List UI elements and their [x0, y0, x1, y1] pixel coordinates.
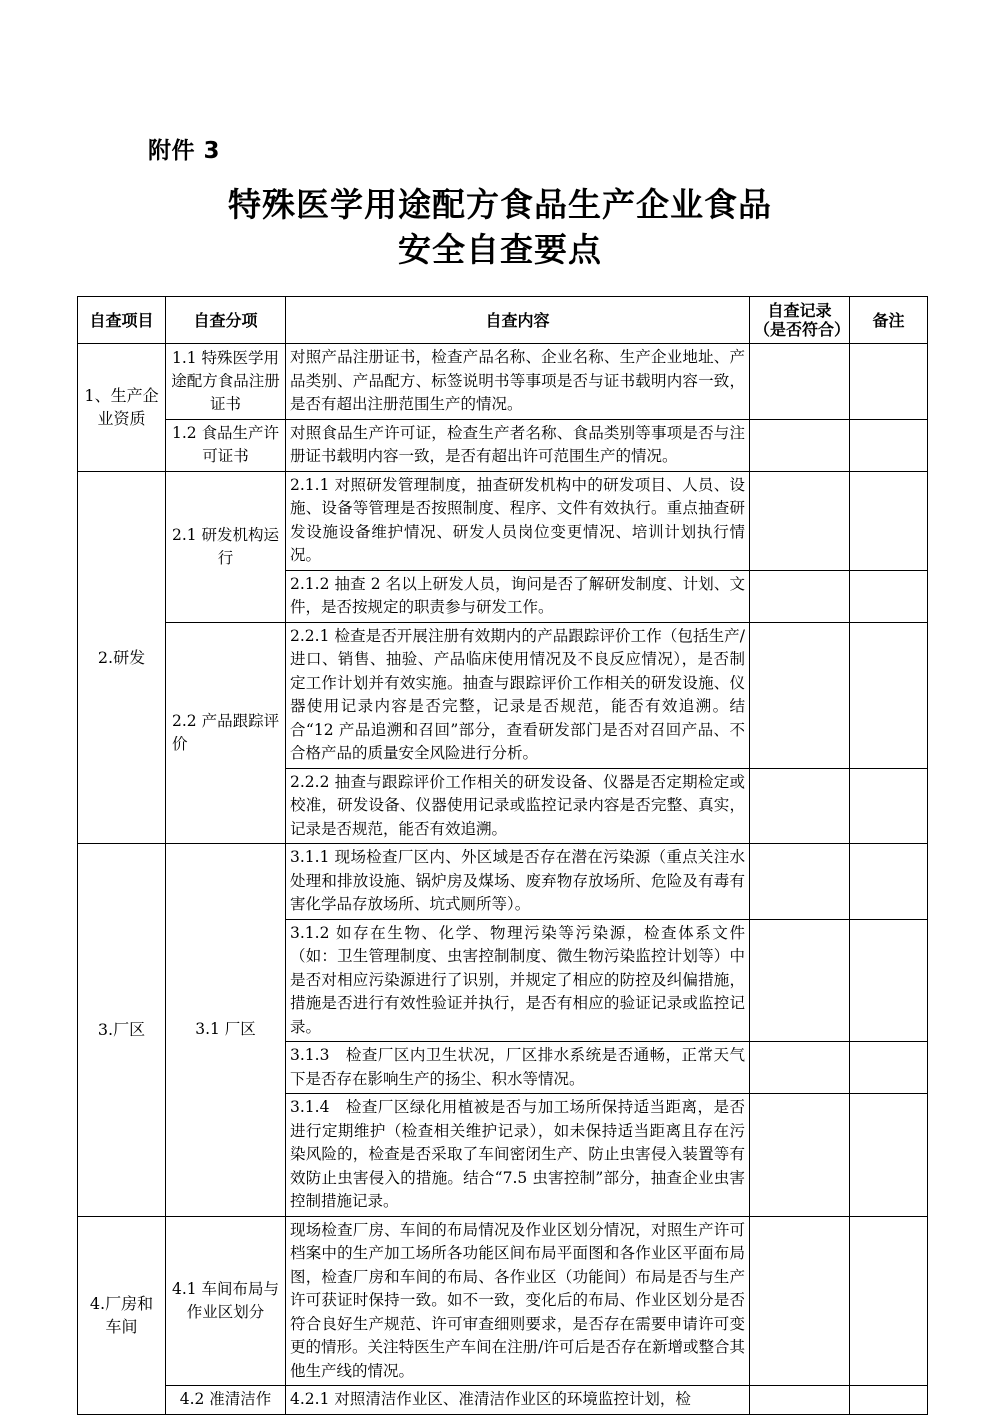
- cell-remark[interactable]: [850, 419, 928, 471]
- cell-category: 4.厂房和车间: [78, 1216, 166, 1414]
- cell-subitem: 2.2 产品跟踪评价: [166, 622, 286, 844]
- table-row: [78, 1216, 928, 1386]
- cell-remark[interactable]: [850, 768, 928, 844]
- cell-remark[interactable]: [850, 1386, 928, 1415]
- cell-content: 2.2.1 检查是否开展注册有效期内的产品跟踪评价工作（包括生产/进口、销售、抽验、产品临床使用情况及不良反应情况），是否制定工作计划并有效实施。抽查与跟踪评价工作相关的研发设施、仪器使用记录内容是否完整，记录是否规范，能否有效追溯。结合“12 产品追溯和召回”部分，查看研发部门是否对召回产品、不合格产品的质量安全风险进行分析。: [286, 622, 750, 768]
- cell-record[interactable]: [750, 344, 850, 420]
- table-body: [78, 344, 928, 1415]
- header-cell-content: 自查内容: [286, 297, 750, 344]
- cell-content: 对照食品生产许可证，检查生产者名称、食品类别等事项是否与注册证书载明内容一致，是否有超出许可范围生产的情况。: [286, 419, 750, 471]
- title-line-1: 特殊医学用途配方食品生产企业食品: [228, 185, 772, 224]
- cell-subitem: 3.1 厂区: [166, 844, 286, 1217]
- header-cell-category: 自查项目: [78, 297, 166, 344]
- cell-remark[interactable]: [850, 1094, 928, 1217]
- cell-content: 2.1.2 抽查 2 名以上研发人员，询问是否了解研发制度、计划、文件，是否按规定的职责参与研发工作。: [286, 570, 750, 622]
- self-inspection-table: [77, 296, 928, 1415]
- cell-subitem: 2.1 研发机构运行: [166, 471, 286, 622]
- header-cell-record: [750, 297, 850, 344]
- cell-category: 3.厂区: [78, 844, 166, 1217]
- attachment-label: 附件 3: [148, 138, 221, 164]
- cell-content: 3.1.4 检查厂区绿化用植被是否与加工场所保持适当距离，是否进行定期维护（检查相关维护记录），如未保持适当距离且存在污染风险的，检查是否采取了车间密闭生产、防止虫害侵入装置等有效防止虫害侵入的措施。结合“7.5 虫害控制”部分，抽查企业虫害控制措施记录。: [286, 1094, 750, 1217]
- table-row: [78, 622, 928, 768]
- cell-content: 3.1.1 现场检查厂区内、外区域是否存在潜在污染源（重点关注水处理和排放设施、锅炉房及煤场、废弃物存放场所、危险及有毒有害化学品存放场所、坑式厕所等）。: [286, 844, 750, 920]
- cell-remark[interactable]: [850, 622, 928, 768]
- cell-content: 对照产品注册证书，检查产品名称、企业名称、生产企业地址、产品类别、产品配方、标签说明书等事项是否与证书载明内容一致，是否有超出注册范围生产的情况。: [286, 344, 750, 420]
- header-cell-remark: 备注: [850, 297, 928, 344]
- cell-remark[interactable]: [850, 1042, 928, 1094]
- cell-subitem: 1.1 特殊医学用途配方食品注册证书: [166, 344, 286, 420]
- table-row: [78, 1386, 928, 1415]
- cell-subitem: 1.2 食品生产许可证书: [166, 419, 286, 471]
- self-inspection-table-wrapper: [77, 296, 927, 1415]
- cell-record[interactable]: [750, 622, 850, 768]
- cell-record[interactable]: [750, 768, 850, 844]
- header-record-line-1: 自查记录: [767, 301, 832, 320]
- cell-remark[interactable]: [850, 919, 928, 1042]
- cell-remark[interactable]: [850, 471, 928, 570]
- cell-content: 3.1.2 如存在生物、化学、物理污染等污染源，检查体系文件（如：卫生管理制度、虫害控制制度、微生物污染监控计划等）中是否对相应污染源进行了识别，并规定了相应的防控及纠偏措施，措施是否进行有效性验证并执行，是否有相应的验证记录或监控记录。: [286, 919, 750, 1042]
- cell-record[interactable]: [750, 1386, 850, 1415]
- cell-subitem: 4.1 车间布局与作业区划分: [166, 1216, 286, 1386]
- table-row: [78, 344, 928, 420]
- page-title: [120, 182, 880, 272]
- table-row: [78, 471, 928, 570]
- cell-record[interactable]: [750, 471, 850, 570]
- cell-record[interactable]: [750, 1042, 850, 1094]
- title-line-2: 安全自查要点: [398, 230, 602, 269]
- table-header-row: [78, 297, 928, 344]
- cell-record[interactable]: [750, 419, 850, 471]
- table-row: [78, 419, 928, 471]
- cell-record[interactable]: [750, 570, 850, 622]
- cell-content: 现场检查厂房、车间的布局情况及作业区划分情况，对照生产许可档案中的生产加工场所各功能区间布局平面图和各作业区平面布局图，检查厂房和车间的布局、各作业区（功能间）布局是否与生产许可获证时保持一致。如不一致，变化后的布局、作业区划分是否符合良好生产规范、许可审查细则要求，是否存在需要申请许可变更的情形。关注特医生产车间在注册/许可后是否存在新增或整合其他生产线的情况。: [286, 1216, 750, 1386]
- cell-remark[interactable]: [850, 344, 928, 420]
- header-record-line-2: （是否符合）: [754, 320, 851, 339]
- cell-category: 2.研发: [78, 471, 166, 844]
- cell-record[interactable]: [750, 919, 850, 1042]
- cell-content: 2.2.2 抽查与跟踪评价工作相关的研发设备、仪器是否定期检定或校准，研发设备、仪器使用记录或监控记录内容是否完整、真实，记录是否规范，能否有效追溯。: [286, 768, 750, 844]
- cell-remark[interactable]: [850, 1216, 928, 1386]
- cell-content: 2.1.1 对照研发管理制度，抽查研发机构中的研发项目、人员、设施、设备等管理是否按照制度、程序、文件有效执行。重点抽查研发设施设备维护情况、研发人员岗位变更情况、培训计划执行情况。: [286, 471, 750, 570]
- cell-record[interactable]: [750, 844, 850, 920]
- cell-subitem: 4.2 准清洁作: [166, 1386, 286, 1415]
- cell-category: 1、生产企业资质: [78, 344, 166, 472]
- cell-remark[interactable]: [850, 570, 928, 622]
- header-cell-subitem: 自查分项: [166, 297, 286, 344]
- cell-content: 3.1.3 检查厂区内卫生状况，厂区排水系统是否通畅，正常天气下是否存在影响生产的扬尘、积水等情况。: [286, 1042, 750, 1094]
- cell-record[interactable]: [750, 1216, 850, 1386]
- cell-content: 4.2.1 对照清洁作业区、准清洁作业区的环境监控计划，检: [286, 1386, 750, 1415]
- cell-record[interactable]: [750, 1094, 850, 1217]
- table-row: [78, 844, 928, 920]
- cell-remark[interactable]: [850, 844, 928, 920]
